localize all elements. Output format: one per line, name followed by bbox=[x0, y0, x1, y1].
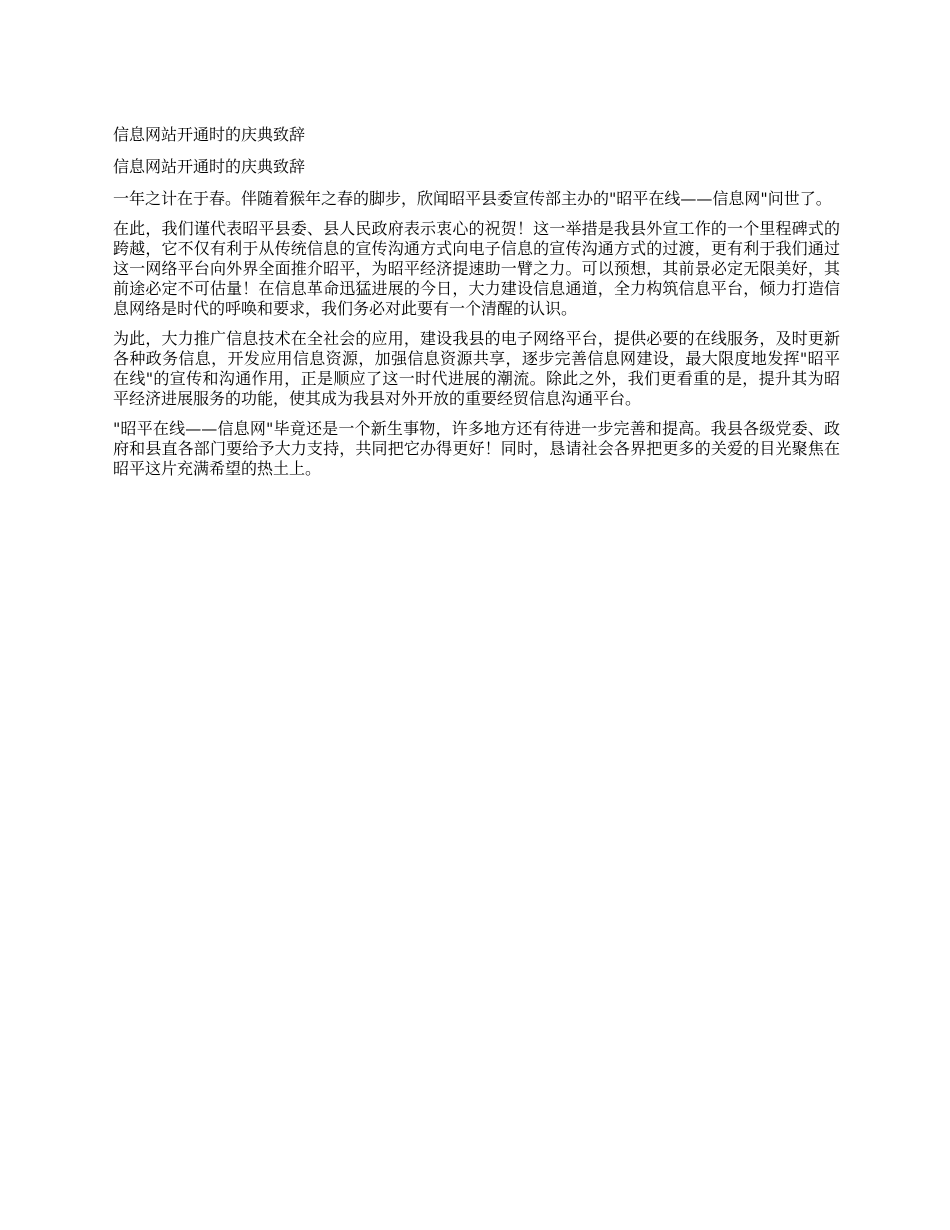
document-subtitle: 信息网站开通时的庆典致辞 bbox=[113, 157, 306, 176]
document-title: 信息网站开通时的庆典致辞 bbox=[113, 125, 306, 144]
paragraph-1: 一年之计在于春。伴随着猴年之春的脚步，欣闻昭平县委宣传部主办的"昭平在线——信息网"问世了。 bbox=[113, 189, 832, 208]
paragraph-2: 在此，我们谨代表昭平县委、县人民政府表示衷心的祝贺！这一举措是我县外宣工作的一个里程碑式的跨越，它不仅有利于从传统信息的宣传沟通方式向电子信息的宣传沟通方式的过渡，更有利于我们通过这一网络平台向外界全面推介昭平，为昭平经济提速助一臂之力。可以预想，其前景必定无限美好，其前途必定不可估量！在信息革命迅猛进展的今日，大力建设信息通道，全力构筑信息平台，倾力打造信息网络是时代的呼唤和要求，我们务必对此要有一个清醒的认识。 bbox=[113, 219, 840, 318]
paragraph-4: "昭平在线——信息网"毕竟还是一个新生事物，许多地方还有待进一步完善和提高。我县各级党委、政府和县直各部门要给予大力支持，共同把它办得更好！同时，恳请社会各界把更多的关爱的目光聚焦在昭平这片充满希望的热土上。 bbox=[113, 419, 840, 478]
paragraph-3: 为此，大力推广信息技术在全社会的应用，建设我县的电子网络平台，提供必要的在线服务，及时更新各种政务信息，开发应用信息资源，加强信息资源共享，逐步完善信息网建设，最大限度地发挥"昭平在线"的宣传和沟通作用，正是顺应了这一时代进展的潮流。除此之外，我们更看重的是，提升其为昭平经济进展服务的功能，使其成为我县对外开放的重要经贸信息沟通平台。 bbox=[113, 329, 840, 408]
document-page bbox=[113, 125, 840, 489]
